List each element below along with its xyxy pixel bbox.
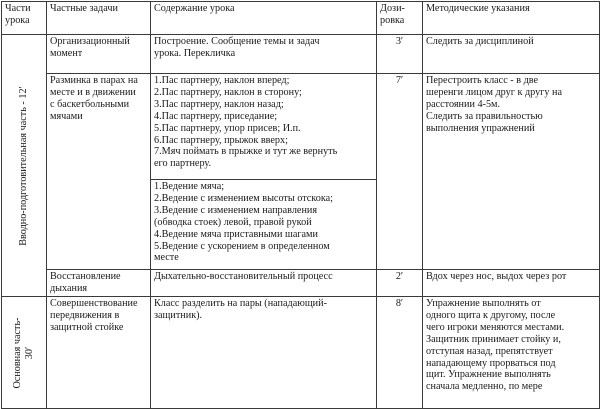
part-label-main <box>2 297 47 409</box>
header-part: Части урока <box>2 2 47 35</box>
header-notes: Методические указания <box>423 2 600 35</box>
part-label-main-text: Основная часть- 30′ <box>12 316 35 389</box>
task-cell: Разминка в парах на месте и в движении с баскетбольными мячами <box>47 74 151 270</box>
notes-cell: Перестроить класс - в две шеренги лицом друг к другу на расстоянии 4-5м. Следить за правильностью выполнения упражнений <box>423 74 600 270</box>
lesson-plan-table <box>1 1 600 409</box>
dose-cell: 7′ <box>377 74 423 270</box>
task-cell: Восстановление дыхания <box>47 270 151 297</box>
content-cell: Класс разделить на пары (нападающий- защитник). <box>151 297 377 409</box>
header-dose: Дози- ровка <box>377 2 423 35</box>
dose-cell: 8′ <box>377 297 423 409</box>
dose-cell: 3′ <box>377 35 423 74</box>
notes-cell: Следить за дисциплиной <box>423 35 600 74</box>
table-row-breathing <box>2 270 600 297</box>
table-row-warmup-a <box>2 74 600 180</box>
table-row-defense <box>2 297 600 409</box>
dose-cell: 2′ <box>377 270 423 297</box>
content-cell: Дыхательно-восстановительный процесс <box>151 270 377 297</box>
content-cell: 1.Ведение мяча; 2.Ведение с изменением высоты отскока; 3.Ведение с изменением направления (обводка стоек) левой, правой рукой 4.Ведение мяча приставными шагами 5.Ведение с ускорением в определенном месте <box>151 180 377 270</box>
content-cell: 1.Пас партнеру, наклон вперед; 2.Пас партнеру, наклон в сторону; 3.Пас партнеру, наклон назад; 4.Пас партнеру, приседание; 5.Пас партнеру, упор присев; И.п. 6.Пас партнеру, прыжок вверх; 7.Мяч поймать в прыжке и тут же вернуть его партнеру. <box>151 74 377 180</box>
notes-cell: Вдох через нос, выдох через рот <box>423 270 600 297</box>
header-row <box>2 2 600 35</box>
table-row-org <box>2 35 600 74</box>
notes-cell: Упражнение выполнять от одного щита к другому, после чего игроки меняются местами. Защитник принимает стойку и, отступая назад, препятствует нападающему прорваться под щит. Упражнение выполнять сначала медленно, по мере <box>423 297 600 409</box>
part-label-intro <box>2 35 47 297</box>
header-tasks: Частные задачи <box>47 2 151 35</box>
task-cell: Организационный момент <box>47 35 151 74</box>
header-content: Содержание урока <box>151 2 377 35</box>
content-cell: Построение. Сообщение темы и задач урока. Перекличка <box>151 35 377 74</box>
task-cell: Совершенствование передвижения в защитной стойке <box>47 297 151 409</box>
part-label-intro-text: Вводно-подготовительная часть - 12′ <box>18 85 29 246</box>
